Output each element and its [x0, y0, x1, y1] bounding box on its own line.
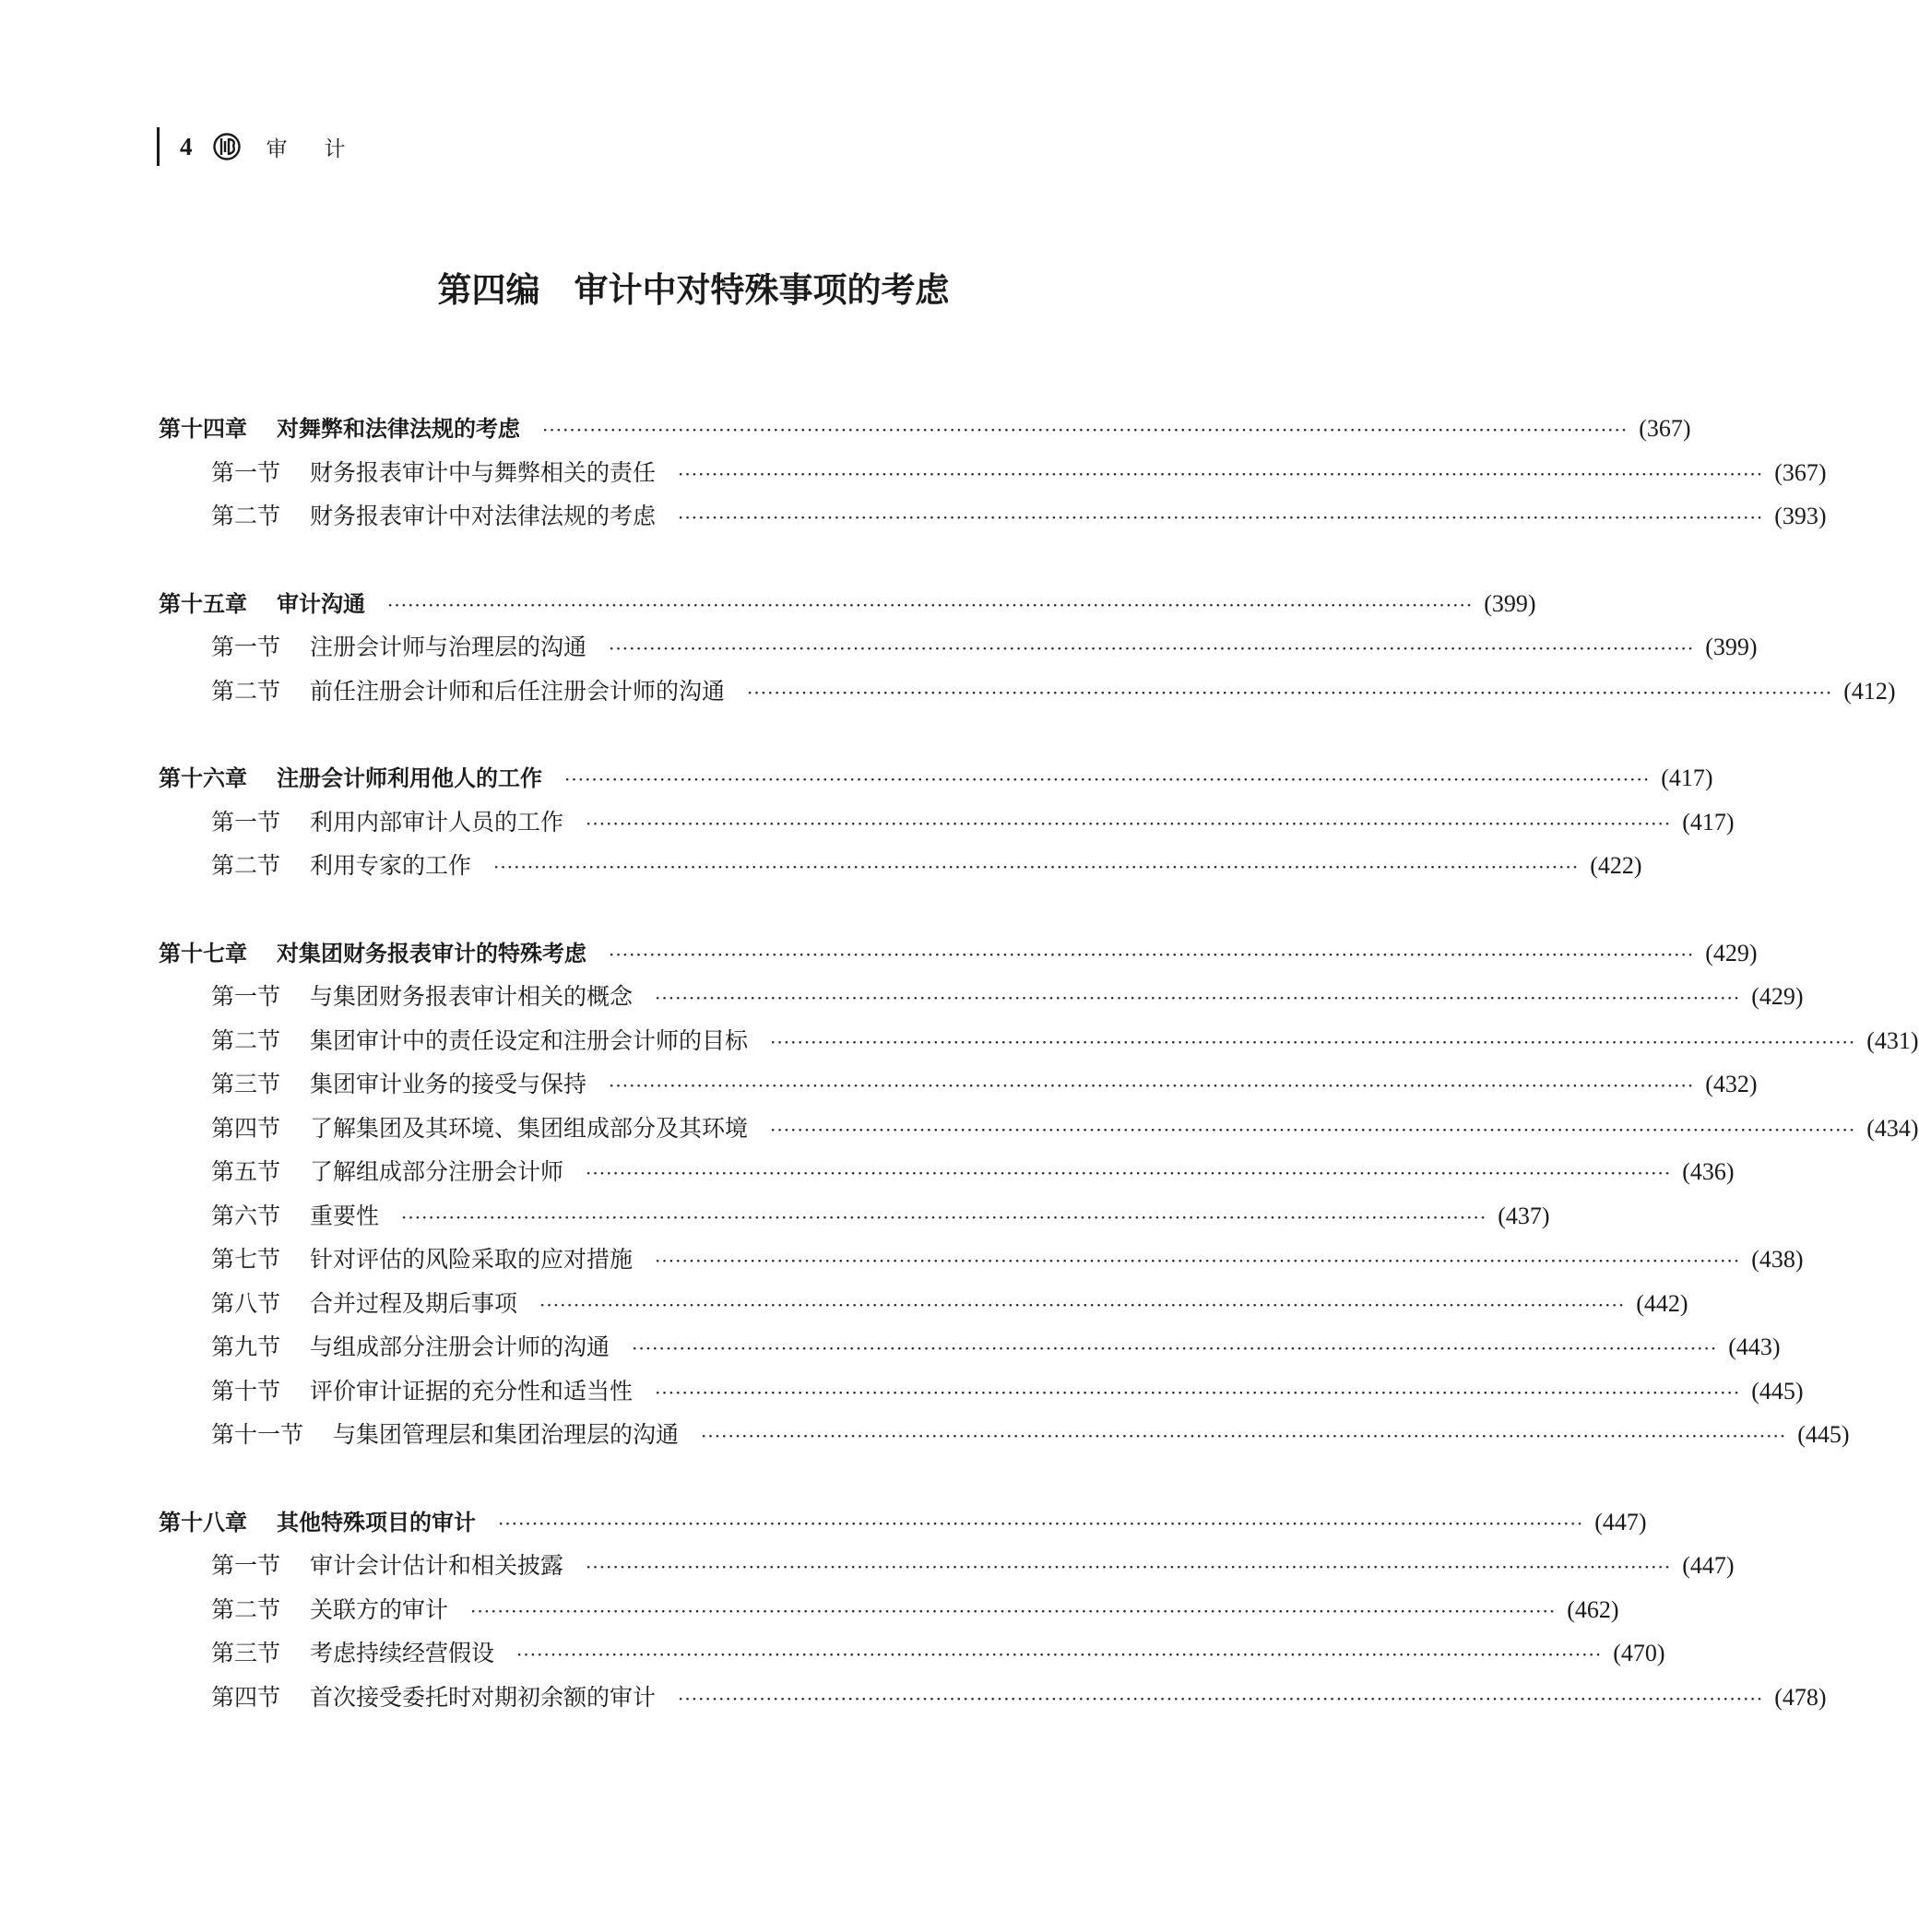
chapter-title: 对集团财务报表审计的特殊考虑 [277, 940, 586, 966]
toc-chapter-block [159, 756, 1735, 888]
chapter-number: 第十五章 [159, 590, 247, 617]
page-reference: (447) [1682, 1552, 1735, 1579]
page-reference: (445) [1797, 1421, 1850, 1448]
toc-section-row[interactable] [159, 1019, 1919, 1063]
section-title: 首次接受委托时对期初余额的审计 [310, 1683, 657, 1711]
toc-chapter-row[interactable] [159, 756, 1713, 800]
page-reference: (478) [1774, 1683, 1827, 1711]
dot-leader: ································································································································································ [586, 1162, 1672, 1184]
book-title: 审计 [266, 136, 383, 161]
page-reference: (434) [1866, 1114, 1919, 1142]
page-reference: (417) [1682, 808, 1735, 836]
page-reference: (443) [1728, 1333, 1781, 1360]
section-number: 第二节 [211, 1026, 281, 1054]
toc-section-row[interactable] [159, 844, 1642, 888]
dot-leader: ································································································································································ [655, 1250, 1741, 1272]
section-number: 第一节 [211, 634, 281, 660]
dot-leader: ································································································································································ [493, 856, 1580, 878]
section-number: 第一节 [211, 983, 281, 1010]
dot-leader: ································································································································································ [770, 1118, 1856, 1141]
toc-chapter-block [159, 582, 1896, 714]
chapter-title: 对舞弊和法律法规的考虑 [277, 416, 520, 442]
section-number: 第五节 [211, 1158, 281, 1185]
section-number: 第一节 [211, 1552, 281, 1579]
section-title: 财务报表审计中与舞弊相关的责任 [310, 458, 657, 486]
toc-section-row[interactable] [159, 1588, 1619, 1632]
page-reference: (442) [1636, 1289, 1688, 1317]
dot-leader: ································································································································································ [609, 942, 1695, 966]
section-title: 集团审计业务的接受与保持 [310, 1071, 587, 1097]
section-number: 第三节 [211, 1071, 281, 1097]
dot-leader: ································································································································································ [586, 1556, 1672, 1578]
dot-leader: ································································································································································ [678, 462, 1764, 485]
section-title: 财务报表审计中对法律法规的考虑 [310, 503, 657, 529]
chapter-title: 审计沟通 [277, 590, 365, 617]
toc-chapter-block [159, 407, 1827, 539]
dot-leader: ································································································································································ [516, 1643, 1603, 1665]
dot-leader: ································································································································································ [632, 1337, 1718, 1359]
page-reference: (429) [1751, 983, 1804, 1010]
page-reference: (417) [1661, 765, 1713, 791]
dot-leader: ································································································································································ [470, 1599, 1557, 1622]
toc-chapter-row[interactable] [159, 407, 1691, 451]
page-reference: (399) [1484, 589, 1536, 617]
dot-leader: ································································································································································ [655, 1381, 1741, 1404]
section-title: 关联方的审计 [310, 1595, 449, 1623]
dot-leader: ································································································································································ [678, 506, 1764, 528]
toc-section-row[interactable] [159, 1413, 1850, 1457]
page-reference: (432) [1705, 1071, 1758, 1097]
dot-leader: ································································································································································ [401, 1205, 1487, 1228]
dot-leader: ································································································································································ [498, 1511, 1584, 1535]
section-title: 评价审计证据的充分性和适当性 [310, 1377, 634, 1405]
section-title: 了解组成部分注册会计师 [310, 1158, 564, 1185]
section-number: 第二节 [211, 1595, 281, 1623]
chapter-number: 第十八章 [159, 1509, 247, 1535]
section-title: 利用内部审计人员的工作 [310, 808, 564, 836]
toc-section-row[interactable] [159, 670, 1896, 714]
toc-section-row[interactable] [159, 451, 1827, 495]
section-number: 第三节 [211, 1640, 281, 1666]
page-reference: (447) [1594, 1508, 1647, 1535]
section-title: 重要性 [310, 1202, 380, 1229]
toc-section-row[interactable] [159, 800, 1735, 845]
section-number: 第十一节 [211, 1421, 304, 1448]
dot-leader: ································································································································································ [770, 1030, 1856, 1053]
dot-leader: ································································································································································ [747, 681, 1833, 704]
section-title: 与组成部分注册会计师的沟通 [310, 1333, 610, 1360]
page-reference: (422) [1590, 852, 1642, 879]
page-reference: (367) [1639, 415, 1691, 442]
section-number: 第二节 [211, 503, 281, 529]
section-number: 第二节 [211, 677, 281, 705]
section-number: 第七节 [211, 1246, 281, 1273]
toc-chapter-block [159, 931, 1919, 1457]
section-title: 与集团财务报表审计相关的概念 [310, 983, 634, 1010]
toc-chapter-row[interactable] [159, 1500, 1647, 1545]
toc-chapter-row[interactable] [159, 931, 1758, 976]
page-reference: (393) [1774, 503, 1827, 529]
toc-section-row[interactable] [159, 975, 1804, 1019]
page-reference: (399) [1705, 634, 1758, 660]
toc-section-row[interactable] [159, 1631, 1665, 1676]
section-title: 考虑持续经营假设 [310, 1640, 495, 1666]
section-title: 利用专家的工作 [310, 852, 472, 879]
section-number: 第四节 [211, 1114, 281, 1142]
chapter-title: 其他特殊项目的审计 [277, 1509, 476, 1535]
section-title: 合并过程及期后事项 [310, 1289, 518, 1317]
dot-leader: ································································································································································ [609, 1074, 1695, 1096]
section-number: 第十节 [211, 1377, 281, 1405]
section-title: 注册会计师与治理层的沟通 [310, 634, 587, 660]
table-of-contents [159, 407, 1919, 1762]
chapter-number: 第十六章 [159, 765, 247, 791]
dot-leader: ································································································································································ [655, 987, 1741, 1009]
page-reference: (470) [1613, 1640, 1665, 1666]
section-title: 集团审计中的责任设定和注册会计师的目标 [310, 1026, 749, 1054]
toc-section-row[interactable] [159, 1369, 1804, 1414]
page-reference: (412) [1843, 677, 1896, 705]
page-reference: (367) [1774, 458, 1827, 486]
toc-section-row[interactable] [159, 625, 1758, 670]
section-title: 针对评估的风险采取的应对措施 [310, 1246, 634, 1273]
running-header [157, 127, 383, 166]
toc-chapter-row[interactable] [159, 582, 1536, 626]
toc-section-row[interactable] [159, 1282, 1688, 1326]
toc-section-row[interactable] [159, 1325, 1781, 1369]
dot-leader: ································································································································································ [539, 1293, 1626, 1316]
page-reference: (462) [1567, 1595, 1619, 1623]
publisher-logo-icon [213, 133, 241, 160]
section-title: 前任注册会计师和后任注册会计师的沟通 [310, 677, 726, 705]
dot-leader: ································································································································································ [701, 1425, 1787, 1447]
toc-chapter-block [159, 1500, 1827, 1720]
chapter-title: 注册会计师利用他人的工作 [277, 765, 542, 791]
page-reference: (437) [1498, 1202, 1550, 1229]
page-reference: (429) [1705, 939, 1758, 966]
section-title: 与集团管理层和集团治理层的沟通 [333, 1421, 680, 1448]
section-number: 第一节 [211, 808, 281, 836]
page-reference: (431) [1866, 1026, 1919, 1054]
toc-section-row[interactable] [159, 1150, 1735, 1194]
section-number: 第八节 [211, 1289, 281, 1317]
chapter-number: 第十四章 [159, 416, 247, 442]
page-reference: (445) [1751, 1377, 1804, 1405]
page-reference: (438) [1751, 1246, 1804, 1273]
section-number: 第四节 [211, 1683, 281, 1711]
section-number: 第二节 [211, 852, 281, 879]
header-rule [157, 127, 160, 166]
toc-section-row[interactable] [159, 1062, 1758, 1107]
chapter-number: 第十七章 [159, 940, 247, 966]
toc-section-row[interactable] [159, 494, 1827, 539]
dot-leader: ································································································································································ [586, 812, 1672, 835]
section-number: 第九节 [211, 1333, 281, 1360]
toc-section-row[interactable] [159, 1544, 1735, 1588]
toc-section-row[interactable] [159, 1238, 1804, 1282]
dot-leader: ································································································································································ [609, 637, 1695, 659]
part-title: 第四编 审计中对特殊事项的考虑 [437, 269, 950, 310]
section-title: 审计会计估计和相关披露 [310, 1552, 564, 1579]
section-number: 第一节 [211, 458, 281, 486]
dot-leader: ································································································································································ [542, 419, 1629, 441]
section-number: 第六节 [211, 1202, 281, 1229]
toc-section-row[interactable] [159, 1107, 1919, 1151]
dot-leader: ································································································································································ [564, 768, 1651, 790]
section-title: 了解集团及其环境、集团组成部分及其环境 [310, 1114, 749, 1142]
toc-section-row[interactable] [159, 1194, 1550, 1239]
page-number: 4 [180, 132, 193, 160]
toc-section-row[interactable] [159, 1676, 1827, 1720]
dot-leader: ································································································································································ [387, 593, 1474, 616]
page-reference: (436) [1682, 1158, 1735, 1185]
dot-leader: ································································································································································ [678, 1687, 1764, 1710]
